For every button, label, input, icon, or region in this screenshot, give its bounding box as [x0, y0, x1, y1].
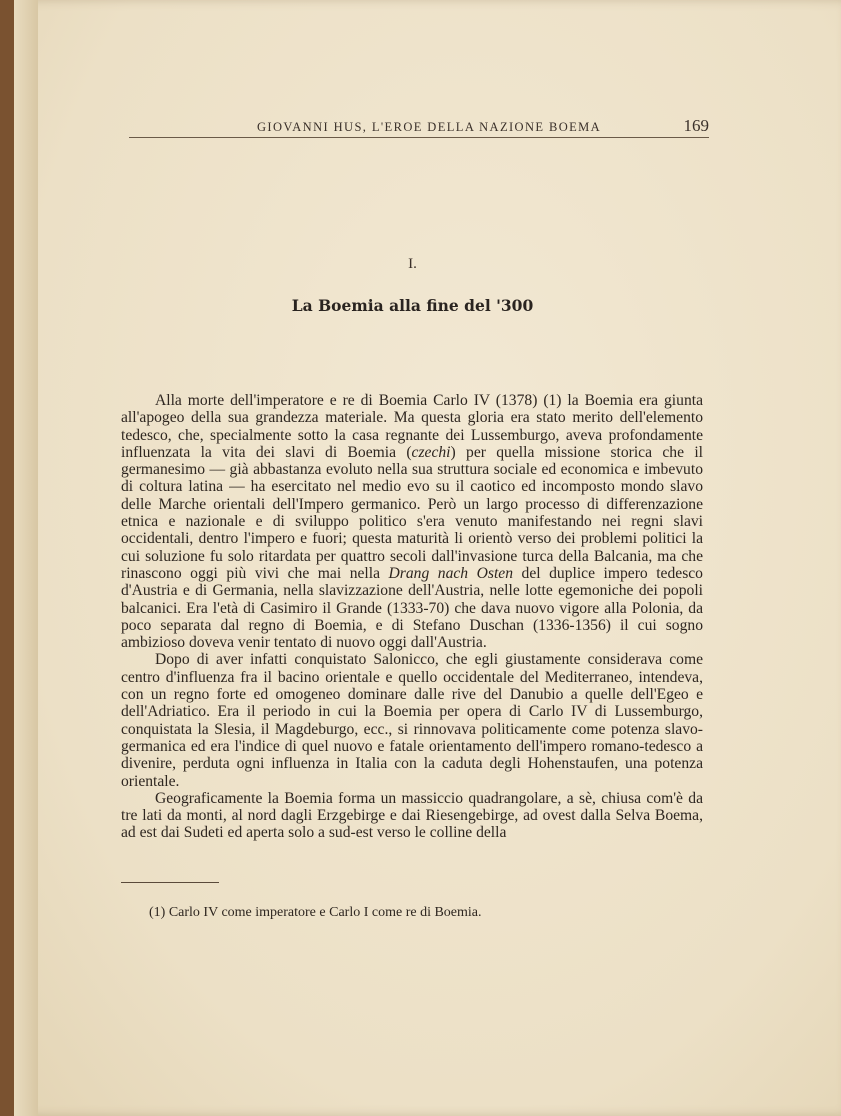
footnote-divider — [121, 882, 219, 883]
chapter-title: La Boemia alla fine del '300 — [291, 296, 534, 315]
running-header — [129, 113, 709, 138]
page-number: 169 — [683, 116, 709, 135]
book-page — [14, 0, 841, 1116]
running-title: GIOVANNI HUS, L'EROE DELLA NAZIONE BOEMA — [257, 120, 602, 134]
chapter-number: I. — [408, 256, 417, 272]
page-edge — [14, 0, 38, 1116]
paragraph-1: Alla morte dell'imperatore e re di Boemia Carlo IV (1378) (1) la Boemia era giunta all'apogeo della sua grandezza materiale. Ma questa gloria era stato merito dell'elemento tedesco, che, specialmente sotto la casa regnante dei Lussemburgo, aveva profondamente influenzata la vita dei slavi di Boemia (czechi) per quella missione storica che il germanesimo — già abbastanza evoluto nella sua struttura sociale ed economica e imbevuto di coltura latina — ha esercitato nel medio evo su il caotico ed incomposto mondo slavo delle Marche orientali dell'Impero germanico. Però un largo processo di differenzazione etnica e nazionale e di sviluppo politico s'era venuto manifestando nei regni slavi occidentali, dentro l'impero e fuori; questa maturità li orientò verso dei problemi politici la cui soluzione fu solo ritardata per quattro secoli dall'invasione turca della Balcania, ma che rinascono oggi più vivi che mai nella Drang nach Osten del duplice impero tedesco d'Austria e di Germania, nella slavizzazione dell'Austria, nelle lotte egemoniche dei popoli balcanici. Era l'età di Casimiro il Grande (1333-70) che dava nuovo vigore alla Polonia, da poco separata dal regno di Boemia, e di Stefano Duschan (1336-1356) il cui sogno ambizioso doveva venir tentato di nuovo oggi dall'Austria. — [121, 392, 703, 652]
paragraph-3: Geograficamente la Boemia forma un massiccio quadrangolare, a sè, chiusa com'è da tre lati da monti, al nord dagli Erzgebirge e dai Riesengebirge, ad ovest dalla Selva Boema, ad est dai Sudeti ed aperta solo a sud-est verso le colline della — [121, 789, 703, 842]
body-text — [121, 392, 703, 842]
footnote: (1) Carlo IV come imperatore e Carlo I come re di Boemia. — [149, 905, 482, 920]
paragraph-2: Dopo di aver infatti conquistato Salonicco, che egli giustamente considerava come centro d'influenza fra il bacino orientale e quello occidentale del Mediterraneo, intendeva, con un regno forte ed omogeneo dominare dalle rive del Danubio a quelle dell'Egeo e dell'Adriatico. Era il periodo in cui la Boemia per opera di Carlo IV di Lussemburgo, conquistata la Slesia, il Magdeburgo, ecc., si rinnovava politicamente come potenza slavo-germanica ed era l'indice di quel nuovo e fatale orientamento dell'impero romano-tedesco a divenire, perduta ogni influenza in Italia con la caduta degli Hohenstaufen, una potenza orientale. — [121, 651, 703, 790]
